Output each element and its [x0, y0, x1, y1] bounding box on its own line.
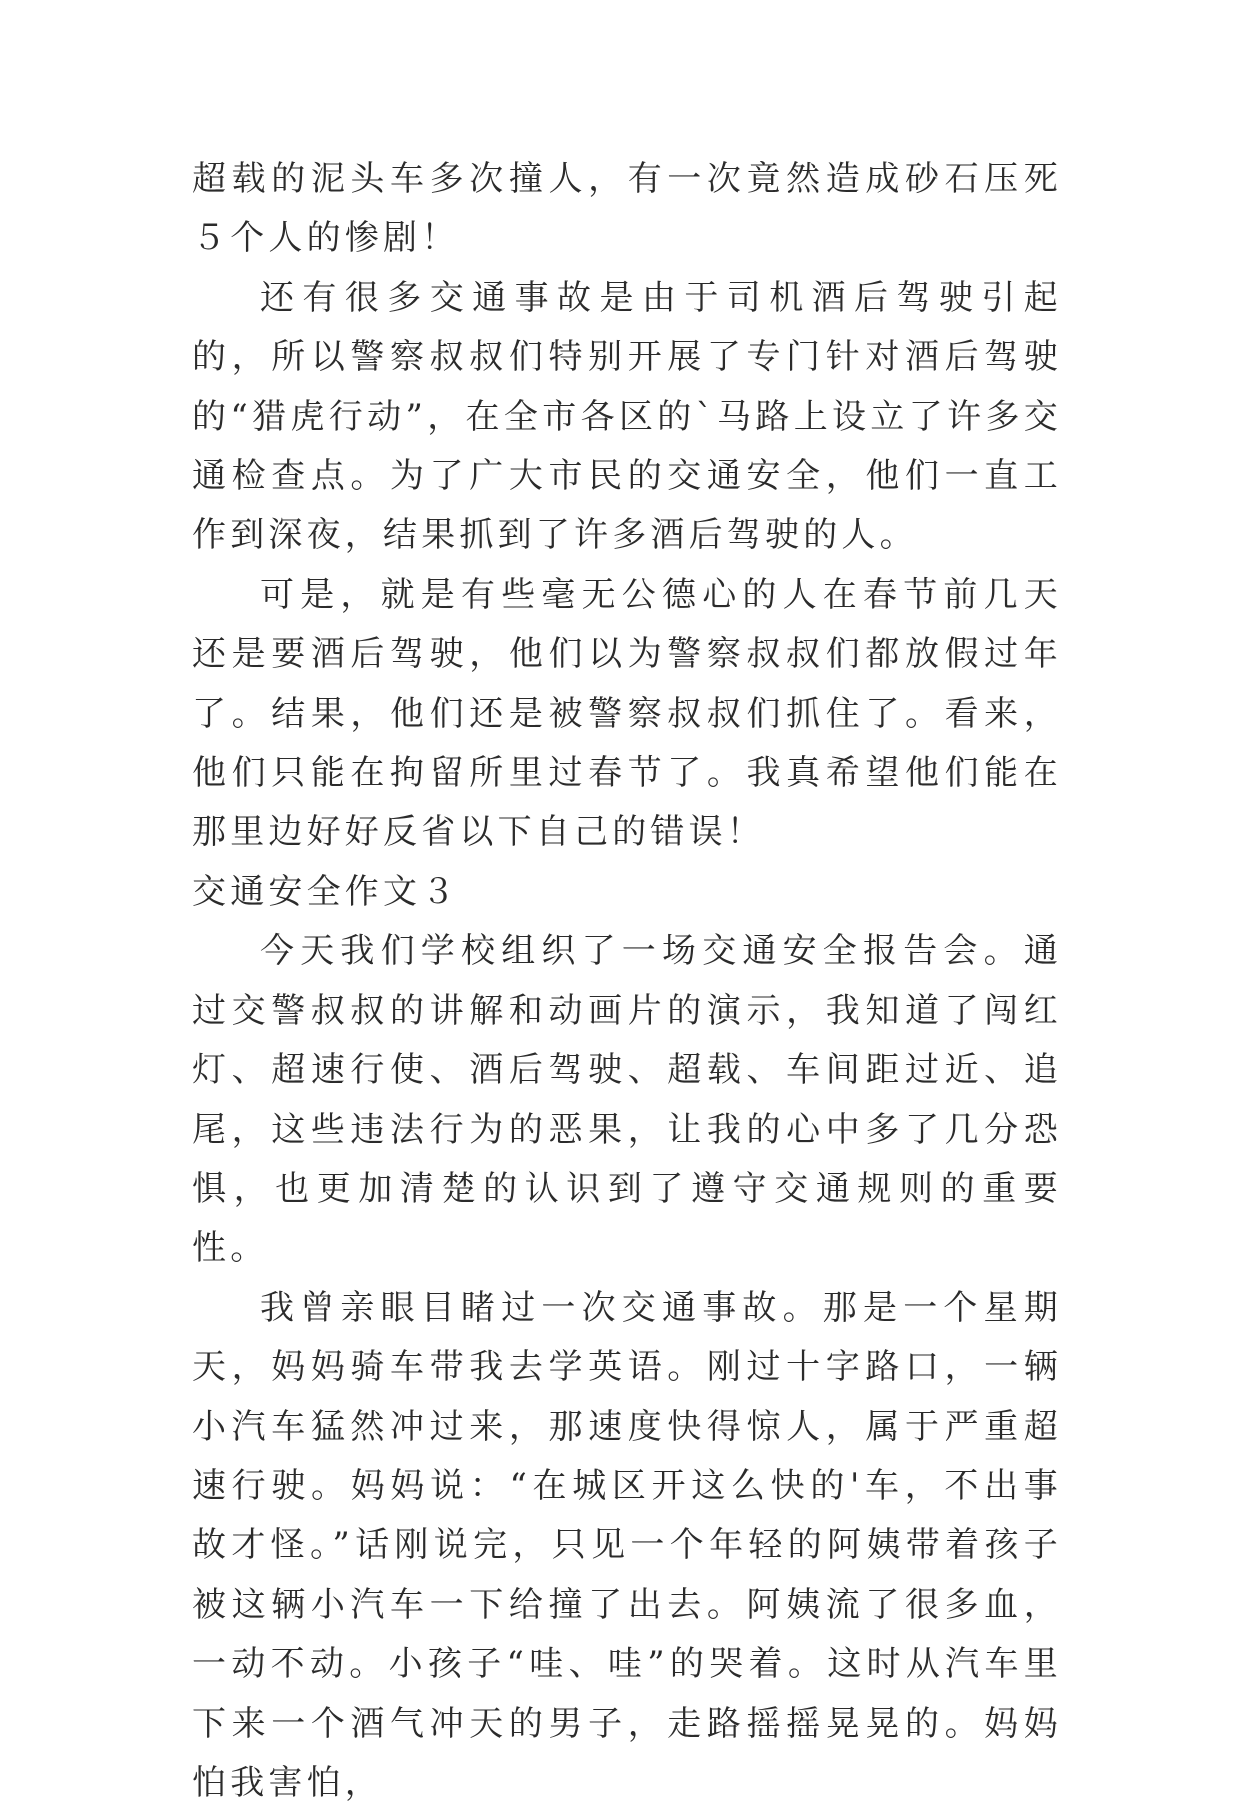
section-title: 交通安全作文３: [192, 871, 460, 912]
paragraph-5: 我曾亲眼目睹过一次交通事故。那是一个星期天，妈妈骑车带我去学英语。刚过十字路口，一辆小汽车猛然冲过来，那速度快得惊人，属于严重超速行驶。妈妈说：“在城区开这么快的'车，不出事故才怪。”话刚说完，只见一个年轻的阿姨带着孩子被这辆小汽车一下给撞了出去。阿姨流了很多血，一动不动。小孩子“哇、哇”的哭着。这时从汽车里下来一个酒气冲天的男子，走路摇摇晃晃的。妈妈怕我害怕，: [192, 1287, 1062, 1803]
document-page: [192, 150, 1062, 1813]
paragraph-4: 今天我们学校组织了一场交通安全报告会。通过交警叔叔的讲解和动画片的演示，我知道了闯红灯、超速行使、酒后驾驶、超载、车间距过近、追尾，这些违法行为的恶果，让我的心中多了几分恐惧，也更加清楚的认识到了遵守交通规则的重要性。: [192, 931, 1062, 1269]
paragraph-3: 可是，就是有些毫无公德心的人在春节前几天还是要酒后驾驶，他们以为警察叔叔们都放假过年了。结果，他们还是被警察叔叔们抓住了。看来，他们只能在拘留所里过春节了。我真希望他们能在那里边好好反省以下自己的错误！: [192, 574, 1062, 853]
paragraph-1: 超载的泥头车多次撞人，有一次竟然造成砂石压死５个人的惨剧！: [192, 159, 1062, 259]
paragraph-2: 还有很多交通事故是由于司机酒后驾驶引起的，所以警察叔叔们特别开展了专门针对酒后驾驶的“猎虎行动”，在全市各区的`马路上设立了许多交通检查点。为了广大市民的交通安全，他们一直工作到深夜，结果抓到了许多酒后驾驶的人。: [192, 277, 1062, 556]
